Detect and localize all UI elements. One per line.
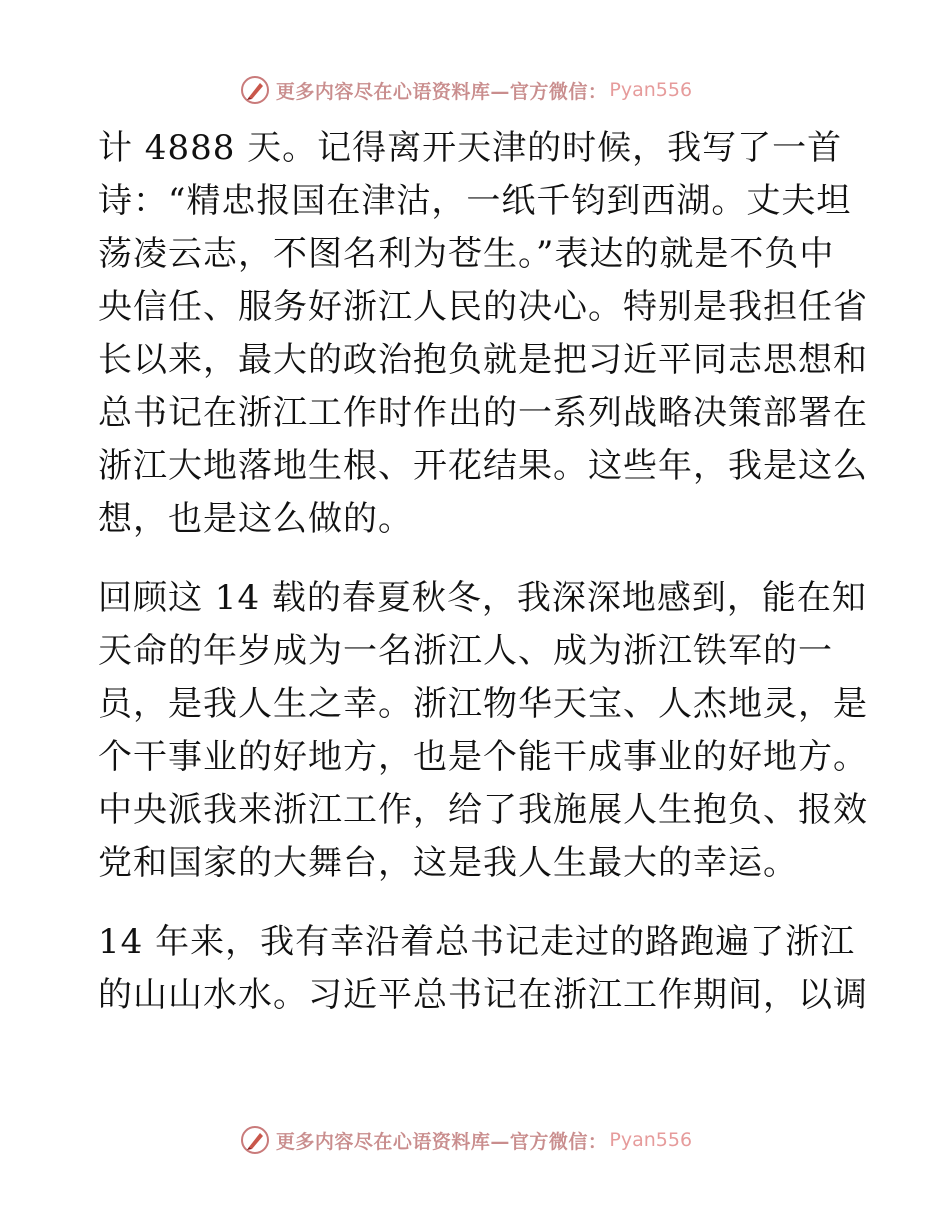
banner-text: 更多内容尽在心语资料库—官方微信：: [275, 1130, 608, 1153]
text-line: 中央派我来浙江工作，给了我施展人生抱负、报效: [98, 790, 868, 830]
text-line: 诗：“精忠报国在津沽，一纸千钧到西湖。丈夫坦: [98, 181, 852, 221]
banner-text: 更多内容尽在心语资料库—官方微信：: [275, 80, 608, 103]
banner-wechat-id: Pyan556: [609, 79, 693, 101]
text-line: 员，是我人生之幸。浙江物华天宝、人杰地灵，是: [98, 684, 868, 724]
text-line: 荡凌云志，不图名利为苍生。”表达的就是不负中: [98, 234, 835, 274]
pen-nib-logo-icon: [240, 75, 270, 105]
paragraph: [98, 122, 868, 546]
text-line: 长以来，最大的政治抱负就是把习近平同志思想和: [98, 340, 868, 380]
text-line: 个干事业的好地方，也是个能干成事业的好地方。: [98, 737, 868, 777]
text-line: 总书记在浙江工作时作出的一系列战略决策部署在: [98, 393, 868, 433]
text-line: 央信任、服务好浙江人民的决心。特别是我担任省: [98, 287, 868, 327]
text-line: 回顾这 14 载的春夏秋冬，我深深地感到，能在知: [98, 578, 867, 618]
footer-watermark-banner: [0, 1120, 950, 1160]
paragraph: [98, 916, 868, 1022]
paragraph: [98, 572, 868, 890]
text-line: 天命的年岁成为一名浙江人、成为浙江铁军的一: [98, 631, 833, 671]
text-line: 想，也是这么做的。: [98, 499, 413, 539]
text-line: 党和国家的大舞台，这是我人生最大的幸运。: [98, 843, 798, 883]
paragraph-spacer: [98, 890, 858, 916]
banner-wechat-id: Pyan556: [609, 1129, 693, 1151]
text-line: 14 年来，我有幸沿着总书记走过的路跑遍了浙江: [98, 922, 856, 962]
paragraph-spacer: [98, 546, 858, 572]
document-body: [98, 122, 868, 1022]
text-line: 计 4888 天。记得离开天津的时候，我写了一首: [98, 128, 843, 168]
header-watermark-banner: [0, 70, 950, 110]
text-line: 的山山水水。习近平总书记在浙江工作期间，以调: [98, 975, 868, 1015]
pen-nib-logo-icon: [240, 1125, 270, 1155]
text-line: 浙江大地落地生根、开花结果。这些年，我是这么: [98, 446, 868, 486]
